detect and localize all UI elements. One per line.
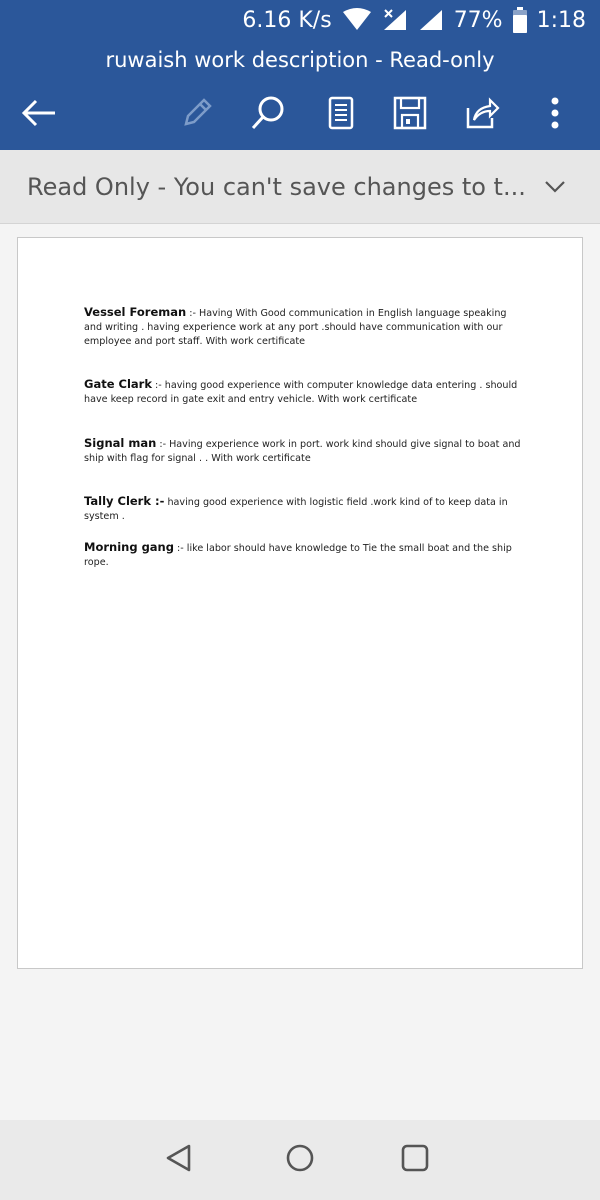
entry-term: Gate Clark bbox=[84, 377, 152, 391]
nav-recents-button[interactable] bbox=[393, 1140, 437, 1180]
document-title-bar bbox=[0, 40, 600, 80]
pencil-icon bbox=[180, 96, 214, 135]
navigation-bar bbox=[0, 1120, 600, 1200]
entry-description: :- Having With Good communication in English language speaking and writing . having experience work at any port .should have communication with our employee and port staff. With work certificate bbox=[84, 308, 507, 347]
signal-no-data-icon bbox=[382, 8, 408, 32]
entry-tally-clerk bbox=[84, 494, 524, 524]
entry-morning-gang bbox=[84, 540, 524, 570]
reader-view-icon bbox=[328, 96, 354, 135]
entry-signal-man bbox=[84, 436, 524, 466]
edit-button[interactable] bbox=[172, 90, 222, 140]
signal-icon bbox=[418, 8, 444, 32]
more-options-button[interactable] bbox=[530, 90, 580, 140]
toolbar bbox=[0, 80, 600, 150]
entry-description: having good experience with logistic field .work kind of to keep data in system . bbox=[84, 497, 508, 522]
circle-home-icon bbox=[285, 1143, 315, 1178]
entry-gate-clark bbox=[84, 377, 524, 407]
read-only-message: Read Only - You can't save changes to t... bbox=[27, 172, 526, 201]
entry-description: :- like labor should have knowledge to Tie the small boat and the ship rope. bbox=[84, 543, 512, 568]
back-arrow-icon bbox=[21, 98, 57, 133]
entry-vessel-foreman bbox=[84, 305, 524, 349]
entry-term: Signal man bbox=[84, 436, 157, 450]
square-recents-icon bbox=[400, 1143, 430, 1178]
save-icon bbox=[393, 96, 427, 135]
search-icon bbox=[250, 95, 286, 136]
more-options-icon bbox=[550, 96, 560, 135]
entry-term: Vessel Foreman bbox=[84, 305, 187, 319]
share-button[interactable] bbox=[457, 90, 507, 140]
battery-percent: 77% bbox=[453, 7, 503, 33]
document-page[interactable] bbox=[17, 237, 583, 969]
document-title: ruwaish work description - Read-only bbox=[105, 48, 495, 72]
entry-term: Tally Clerk :- bbox=[84, 494, 165, 508]
entry-description: :- Having experience work in port. work kind should give signal to boat and ship with flag for signal . . With work certificate bbox=[84, 439, 521, 464]
status-bar bbox=[0, 0, 600, 40]
save-button[interactable] bbox=[385, 90, 435, 140]
nav-home-button[interactable] bbox=[278, 1140, 322, 1180]
triangle-back-icon bbox=[164, 1143, 192, 1178]
clock: 1:18 bbox=[536, 7, 586, 33]
entry-term: Morning gang bbox=[84, 540, 174, 554]
search-button[interactable] bbox=[243, 90, 293, 140]
share-icon bbox=[464, 96, 500, 135]
reader-view-button[interactable] bbox=[316, 90, 366, 140]
nav-back-button[interactable] bbox=[156, 1140, 200, 1180]
back-button[interactable] bbox=[14, 90, 64, 140]
chevron-down-icon[interactable] bbox=[540, 172, 570, 202]
battery-icon bbox=[513, 7, 527, 33]
entry-description: :- having good experience with computer knowledge data entering . should have keep record in gate exit and entry vehicle. With work certificate bbox=[84, 380, 518, 405]
wifi-icon bbox=[342, 8, 372, 32]
network-speed: 6.16 K/s bbox=[242, 7, 332, 33]
read-only-banner[interactable] bbox=[0, 150, 600, 224]
